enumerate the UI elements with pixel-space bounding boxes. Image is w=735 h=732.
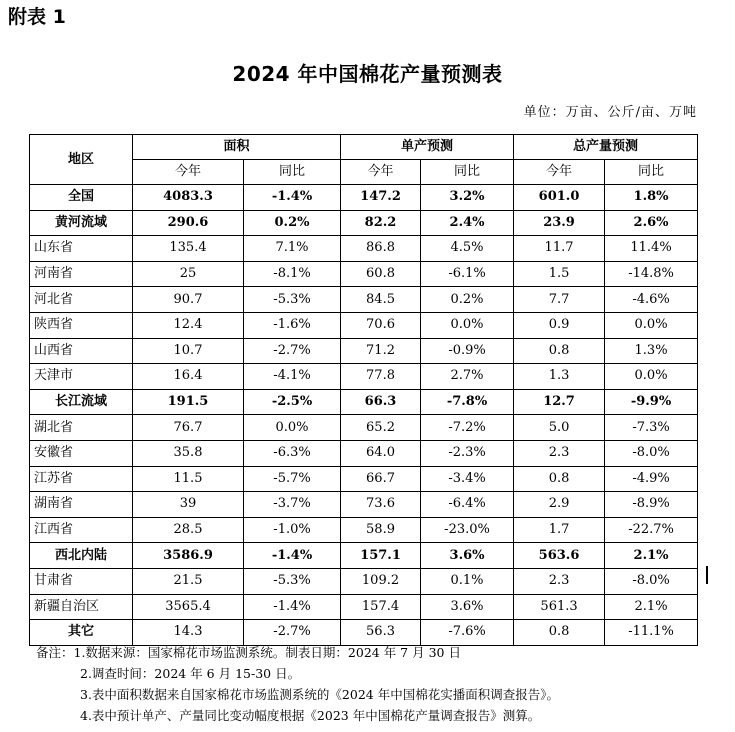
note-2: 2.调查时间：2024 年 6 月 15-30 日。 [80,666,301,681]
table-body [30,185,698,646]
cell-output-yoy: 11.4% [605,236,698,262]
table-row [30,261,698,287]
cell-yield-yoy: -3.4% [421,466,514,492]
cell-yield: 86.8 [341,236,421,262]
cell-area: 10.7 [133,338,244,364]
cell-output-yoy: -9.9% [605,389,698,415]
cell-yield: 56.3 [341,620,421,646]
cell-area: 191.5 [133,389,244,415]
cell-yield: 157.4 [341,594,421,620]
cell-region: 新疆自治区 [30,594,133,620]
cell-area: 76.7 [133,415,244,441]
cell-output: 0.8 [514,466,605,492]
cell-area: 25 [133,261,244,287]
table-row [30,364,698,390]
cell-region: 长江流域 [30,389,133,415]
header-row-groups [30,135,698,160]
appendix-label: 附表 1 [8,6,66,28]
cell-yield-yoy: -6.1% [421,261,514,287]
cell-region: 黄河流域 [30,210,133,236]
cell-output: 12.7 [514,389,605,415]
cell-yield: 66.7 [341,466,421,492]
cell-area-yoy: 0.0% [244,415,341,441]
cell-output-yoy: 0.0% [605,364,698,390]
cell-area: 135.4 [133,236,244,262]
cell-area-yoy: -1.4% [244,594,341,620]
cell-region: 甘肃省 [30,568,133,594]
table-row [30,185,698,211]
cell-output-yoy: 2.1% [605,594,698,620]
cell-yield: 77.8 [341,364,421,390]
cell-area: 16.4 [133,364,244,390]
cell-output: 23.9 [514,210,605,236]
table-row [30,568,698,594]
table-row [30,338,698,364]
cell-output-yoy: -7.3% [605,415,698,441]
cell-output-yoy: -8.0% [605,568,698,594]
cell-yield: 64.0 [341,440,421,466]
table-row [30,466,698,492]
cell-yield-yoy: -0.9% [421,338,514,364]
notes [36,642,559,726]
cell-output: 0.8 [514,338,605,364]
cell-yield-yoy: 3.6% [421,543,514,569]
cell-yield: 71.2 [341,338,421,364]
cell-area: 90.7 [133,287,244,313]
table-row [30,594,698,620]
cell-region: 山东省 [30,236,133,262]
cell-area-yoy: -2.7% [244,620,341,646]
header-output-yoy: 同比 [605,160,698,185]
table-row [30,543,698,569]
cell-area-yoy: -2.7% [244,338,341,364]
header-area-yoy: 同比 [244,160,341,185]
cell-yield: 82.2 [341,210,421,236]
cell-area-yoy: -5.7% [244,466,341,492]
cell-yield-yoy: -2.3% [421,440,514,466]
header-output-this-year: 今年 [514,160,605,185]
cell-output-yoy: -14.8% [605,261,698,287]
cell-output: 2.3 [514,440,605,466]
cell-region: 全国 [30,185,133,211]
cell-yield-yoy: 0.2% [421,287,514,313]
cell-region: 安徽省 [30,440,133,466]
cell-yield: 73.6 [341,492,421,518]
note-1: 备注：1.数据来源：国家棉花市场监测系统。制表日期：2024 年 7 月 30 日 [36,645,461,660]
note-3: 3.表中面积数据来自国家棉花市场监测系统的《2024 年中国棉花实播面积调查报告》。 [80,687,559,702]
cell-output: 7.7 [514,287,605,313]
cell-area-yoy: -2.5% [244,389,341,415]
cell-output: 0.9 [514,312,605,338]
cell-yield-yoy: -7.8% [421,389,514,415]
cell-area-yoy: -1.6% [244,312,341,338]
cell-area-yoy: -6.3% [244,440,341,466]
table-row [30,312,698,338]
cell-area-yoy: -1.4% [244,543,341,569]
cell-area: 4083.3 [133,185,244,211]
header-area-this-year: 今年 [133,160,244,185]
cell-region: 江苏省 [30,466,133,492]
cell-area: 14.3 [133,620,244,646]
cell-region: 湖北省 [30,415,133,441]
cell-yield: 70.6 [341,312,421,338]
cell-area: 12.4 [133,312,244,338]
cell-yield-yoy: 4.5% [421,236,514,262]
cell-region: 西北内陆 [30,543,133,569]
table-row [30,389,698,415]
cell-output: 1.7 [514,517,605,543]
unit-note: 单位：万亩、公斤/亩、万吨 [523,105,697,120]
cell-output: 2.3 [514,568,605,594]
cell-area-yoy: 7.1% [244,236,341,262]
cell-output-yoy: -11.1% [605,620,698,646]
cell-yield-yoy: 3.2% [421,185,514,211]
cell-yield-yoy: 0.0% [421,312,514,338]
cell-output: 563.6 [514,543,605,569]
cell-yield-yoy: 2.4% [421,210,514,236]
cell-area-yoy: 0.2% [244,210,341,236]
cell-yield: 60.8 [341,261,421,287]
cell-area: 35.8 [133,440,244,466]
header-output: 总产量预测 [514,135,698,160]
cell-region: 河南省 [30,261,133,287]
cell-output: 5.0 [514,415,605,441]
cell-area-yoy: -1.0% [244,517,341,543]
cell-yield-yoy: 2.7% [421,364,514,390]
header-yield-this-year: 今年 [341,160,421,185]
cell-output: 2.9 [514,492,605,518]
cell-yield: 147.2 [341,185,421,211]
cell-area: 3586.9 [133,543,244,569]
table-row [30,287,698,313]
cell-output-yoy: 0.0% [605,312,698,338]
header-yield: 单产预测 [341,135,514,160]
cell-output-yoy: -4.6% [605,287,698,313]
cell-area-yoy: -5.3% [244,287,341,313]
table-row [30,440,698,466]
header-region: 地区 [30,135,133,185]
cell-output: 1.3 [514,364,605,390]
cell-yield-yoy: -6.4% [421,492,514,518]
cell-area-yoy: -1.4% [244,185,341,211]
cotton-output-table [29,134,698,646]
table-row [30,236,698,262]
cell-region: 河北省 [30,287,133,313]
cell-output: 0.8 [514,620,605,646]
cell-area-yoy: -8.1% [244,261,341,287]
cell-output-yoy: 1.3% [605,338,698,364]
cell-output: 11.7 [514,236,605,262]
cell-region: 天津市 [30,364,133,390]
cell-yield-yoy: -23.0% [421,517,514,543]
cell-area: 11.5 [133,466,244,492]
cell-output-yoy: 2.6% [605,210,698,236]
cell-region: 江西省 [30,517,133,543]
table-row [30,492,698,518]
cell-region: 陕西省 [30,312,133,338]
cell-yield: 58.9 [341,517,421,543]
cell-area: 28.5 [133,517,244,543]
header-yield-yoy: 同比 [421,160,514,185]
cell-yield-yoy: -7.2% [421,415,514,441]
table-row [30,415,698,441]
cell-yield: 65.2 [341,415,421,441]
cell-area-yoy: -3.7% [244,492,341,518]
cell-area: 39 [133,492,244,518]
cell-yield-yoy: 3.6% [421,594,514,620]
table-row [30,517,698,543]
cell-output-yoy: -22.7% [605,517,698,543]
cell-region: 湖南省 [30,492,133,518]
cell-yield: 109.2 [341,568,421,594]
cell-yield: 84.5 [341,287,421,313]
cell-yield: 66.3 [341,389,421,415]
cell-region: 山西省 [30,338,133,364]
cell-area: 21.5 [133,568,244,594]
cell-output-yoy: 1.8% [605,185,698,211]
table-row [30,210,698,236]
cell-yield: 157.1 [341,543,421,569]
cell-output: 1.5 [514,261,605,287]
note-4: 4.表中预计单产、产量同比变动幅度根据《2023 年中国棉花产量调查报告》测算。 [80,708,541,723]
header-area: 面积 [133,135,341,160]
cell-output-yoy: -8.0% [605,440,698,466]
cell-output-yoy: -8.9% [605,492,698,518]
cell-output: 561.3 [514,594,605,620]
text-cursor [706,566,708,584]
cell-yield-yoy: 0.1% [421,568,514,594]
table-title: 2024 年中国棉花产量预测表 [232,62,503,86]
cell-yield-yoy: -7.6% [421,620,514,646]
cell-region: 其它 [30,620,133,646]
cell-output: 601.0 [514,185,605,211]
cell-area-yoy: -4.1% [244,364,341,390]
cell-area-yoy: -5.3% [244,568,341,594]
cell-area: 3565.4 [133,594,244,620]
cell-output-yoy: -4.9% [605,466,698,492]
cell-area: 290.6 [133,210,244,236]
cell-output-yoy: 2.1% [605,543,698,569]
